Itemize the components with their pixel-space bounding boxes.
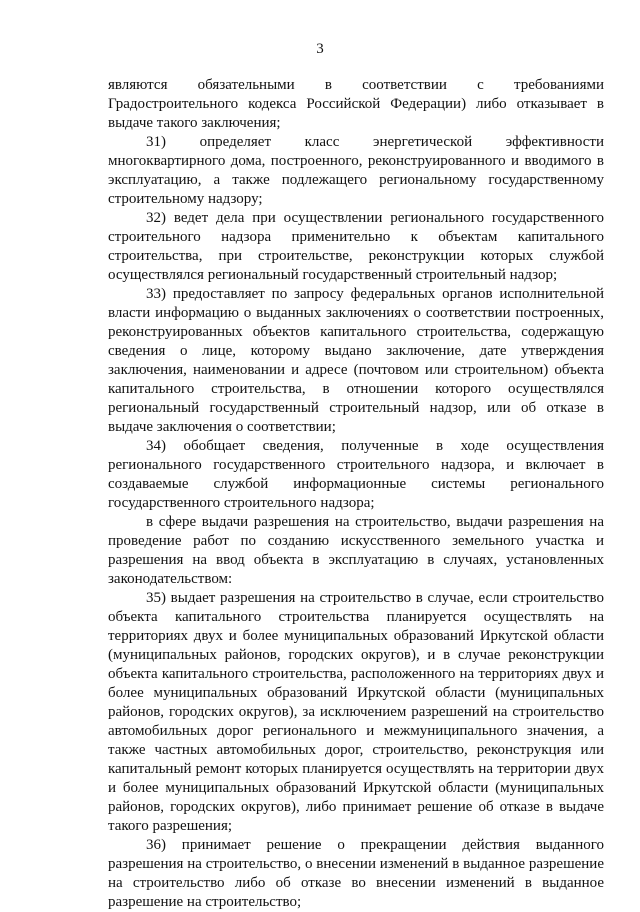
page-number: 3 (316, 41, 324, 57)
paragraph-continuation: являются обязательными в соответствии с требованиями Градостроительного кодекса Российской Федерации) либо отказывает в выдаче такого заключения; (108, 77, 604, 131)
paragraph-item-36: 36) принимает решение о прекращении действия выданного разрешения на строительство, о внесении изменений в выданное разрешение на строительство либо об отказе во внесении изменений в выданное разрешение на строительство; (108, 837, 604, 910)
paragraph-item-32: 32) ведет дела при осуществлении регионального государственного строительного надзора применительно к объектам капитального строительства, при строительстве, реконструкции которых службой осуществлялся региональный государственный строительный надзор; (108, 210, 604, 283)
paragraph-item-35: 35) выдает разрешения на строительство в случае, если строительство объекта капитального строительства планируется осуществлять на территориях двух и более муниципальных образований Иркутской области (муниципальных районов, городских округов), и в случае реконструкции объекта капитального строительства, расположенного на территориях двух и более муниципальных образований Иркутской области (муниципальных районов, городских округов), за исключением разрешений на строительство автомобильных дорог регионального и межмуниципального значения, а также частных автомобильных дорог, строительство, реконструкция или капитальный ремонт которых планируется осуществлять на территории двух и более муниципальных образований Иркутской области (муниципальных районов, городских округов), либо принимает решение об отказе в выдаче такого разрешения; (108, 590, 604, 834)
paragraph-item-33: 33) предоставляет по запросу федеральных органов исполнительной власти информацию о выданных заключениях о соответствии построенных, реконструированных объектов капитального строительства, содержащую сведения о лице, которому выдано заключение, дате утверждения заключения, наименовании и адресе (почтовом или строительном) объекта капитального строительства, в отношении которого осуществлялся региональный государственный строительный надзор, или об отказе в выдаче заключения о соответствии; (108, 286, 604, 435)
paragraph-item-31: 31) определяет класс энергетической эффективности многоквартирного дома, построенного, реконструированного и вводимого в эксплуатацию, а также подлежащего региональному государственному строительному надзору; (108, 134, 604, 207)
paragraph-item-34: 34) обобщает сведения, полученные в ходе осуществления регионального государственного строительного надзора, и включает в создаваемые службой информационные системы регионального государственного строительного надзора; (108, 438, 604, 511)
paragraph-section-intro: в сфере выдачи разрешения на строительство, выдачи разрешения на проведение работ по созданию искусственного земельного участка и разрешения на ввод объекта в эксплуатацию в случаях, установленных законодательством: (108, 514, 604, 587)
document-body (108, 76, 604, 912)
